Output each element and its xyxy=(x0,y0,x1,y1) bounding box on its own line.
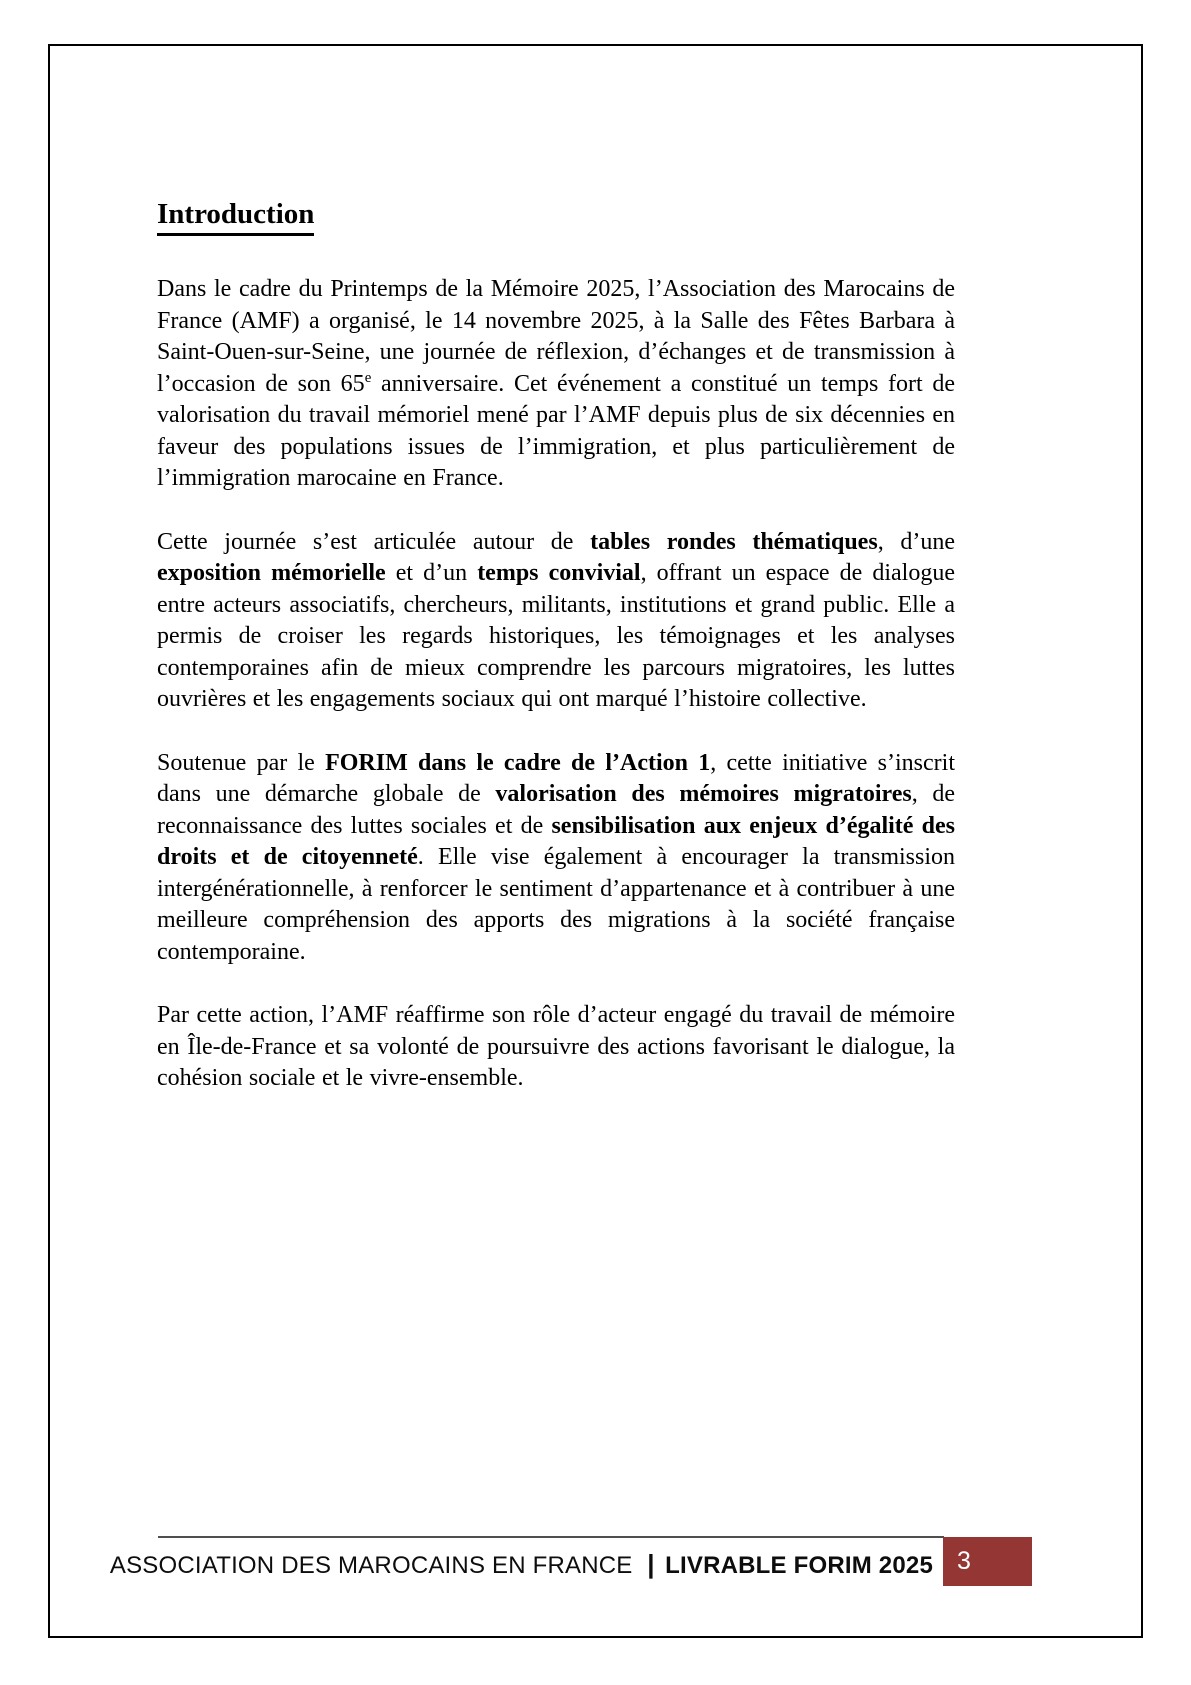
footer-rule xyxy=(158,1536,944,1538)
page-number: 3 xyxy=(957,1547,971,1575)
paragraph: Par cette action, l’AMF réaffirme son rôle d’acteur engagé du travail de mémoire en Île-de-France et sa volonté de poursuivre des actions favorisant le dialogue, la cohésion sociale et le vivre-ensemble. xyxy=(157,1002,955,1091)
footer-text xyxy=(110,1549,933,1580)
page-footer xyxy=(109,1536,1032,1588)
paragraph: Cette journée s’est articulée autour de tables rondes thématiques, d’une exposition mémorielle et d’un temps convivial, offrant un espace de dialogue entre acteurs associatifs, chercheurs, militants, institutions et grand public. Elle a permis de croiser les regards historiques, les témoignages et les analyses contemporaines afin de mieux comprendre les parcours migratoires, les luttes ouvrières et les engagements sociaux qui ont marqué l’histoire collective. xyxy=(157,528,955,712)
document-heading-text: Introduction xyxy=(157,196,314,236)
document-heading xyxy=(157,196,955,236)
footer-separator: | xyxy=(647,1549,655,1579)
document-body xyxy=(157,274,955,1095)
document-content xyxy=(157,196,955,1127)
paragraph: Dans le cadre du Printemps de la Mémoire 2025, l’Association des Marocains de France (AMF) a organisé, le 14 novembre 2025, à la Salle des Fêtes Barbara à Saint-Ouen-sur-Seine, une journée de réflexion, d’échanges et de transmission à l’occasion de son 65e anniversaire. Cet événement a constitué un temps fort de valorisation du travail mémoriel mené par l’AMF depuis plus de six décennies en faveur des populations issues de l’immigration, et plus particulièrement de l’immigration marocaine en France. xyxy=(157,276,955,491)
page-number-box xyxy=(943,1537,1032,1586)
footer-organization: ASSOCIATION DES MAROCAINS EN FRANCE xyxy=(109,1552,633,1579)
paragraph: Soutenue par le FORIM dans le cadre de l’Action 1, cette initiative s’inscrit dans une démarche globale de valorisation des mémoires migratoires, de reconnaissance des luttes sociales et de sensibilisation aux enjeux d’égalité des droits et de citoyenneté. Elle vise également à encourager la transmission intergénérationnelle, à renforcer le sentiment d’appartenance et à contribuer à une meilleure compréhension des apports des migrations à la société française contemporaine. xyxy=(157,749,956,965)
footer-document-title: LIVRABLE FORIM 2025 xyxy=(665,1552,933,1579)
